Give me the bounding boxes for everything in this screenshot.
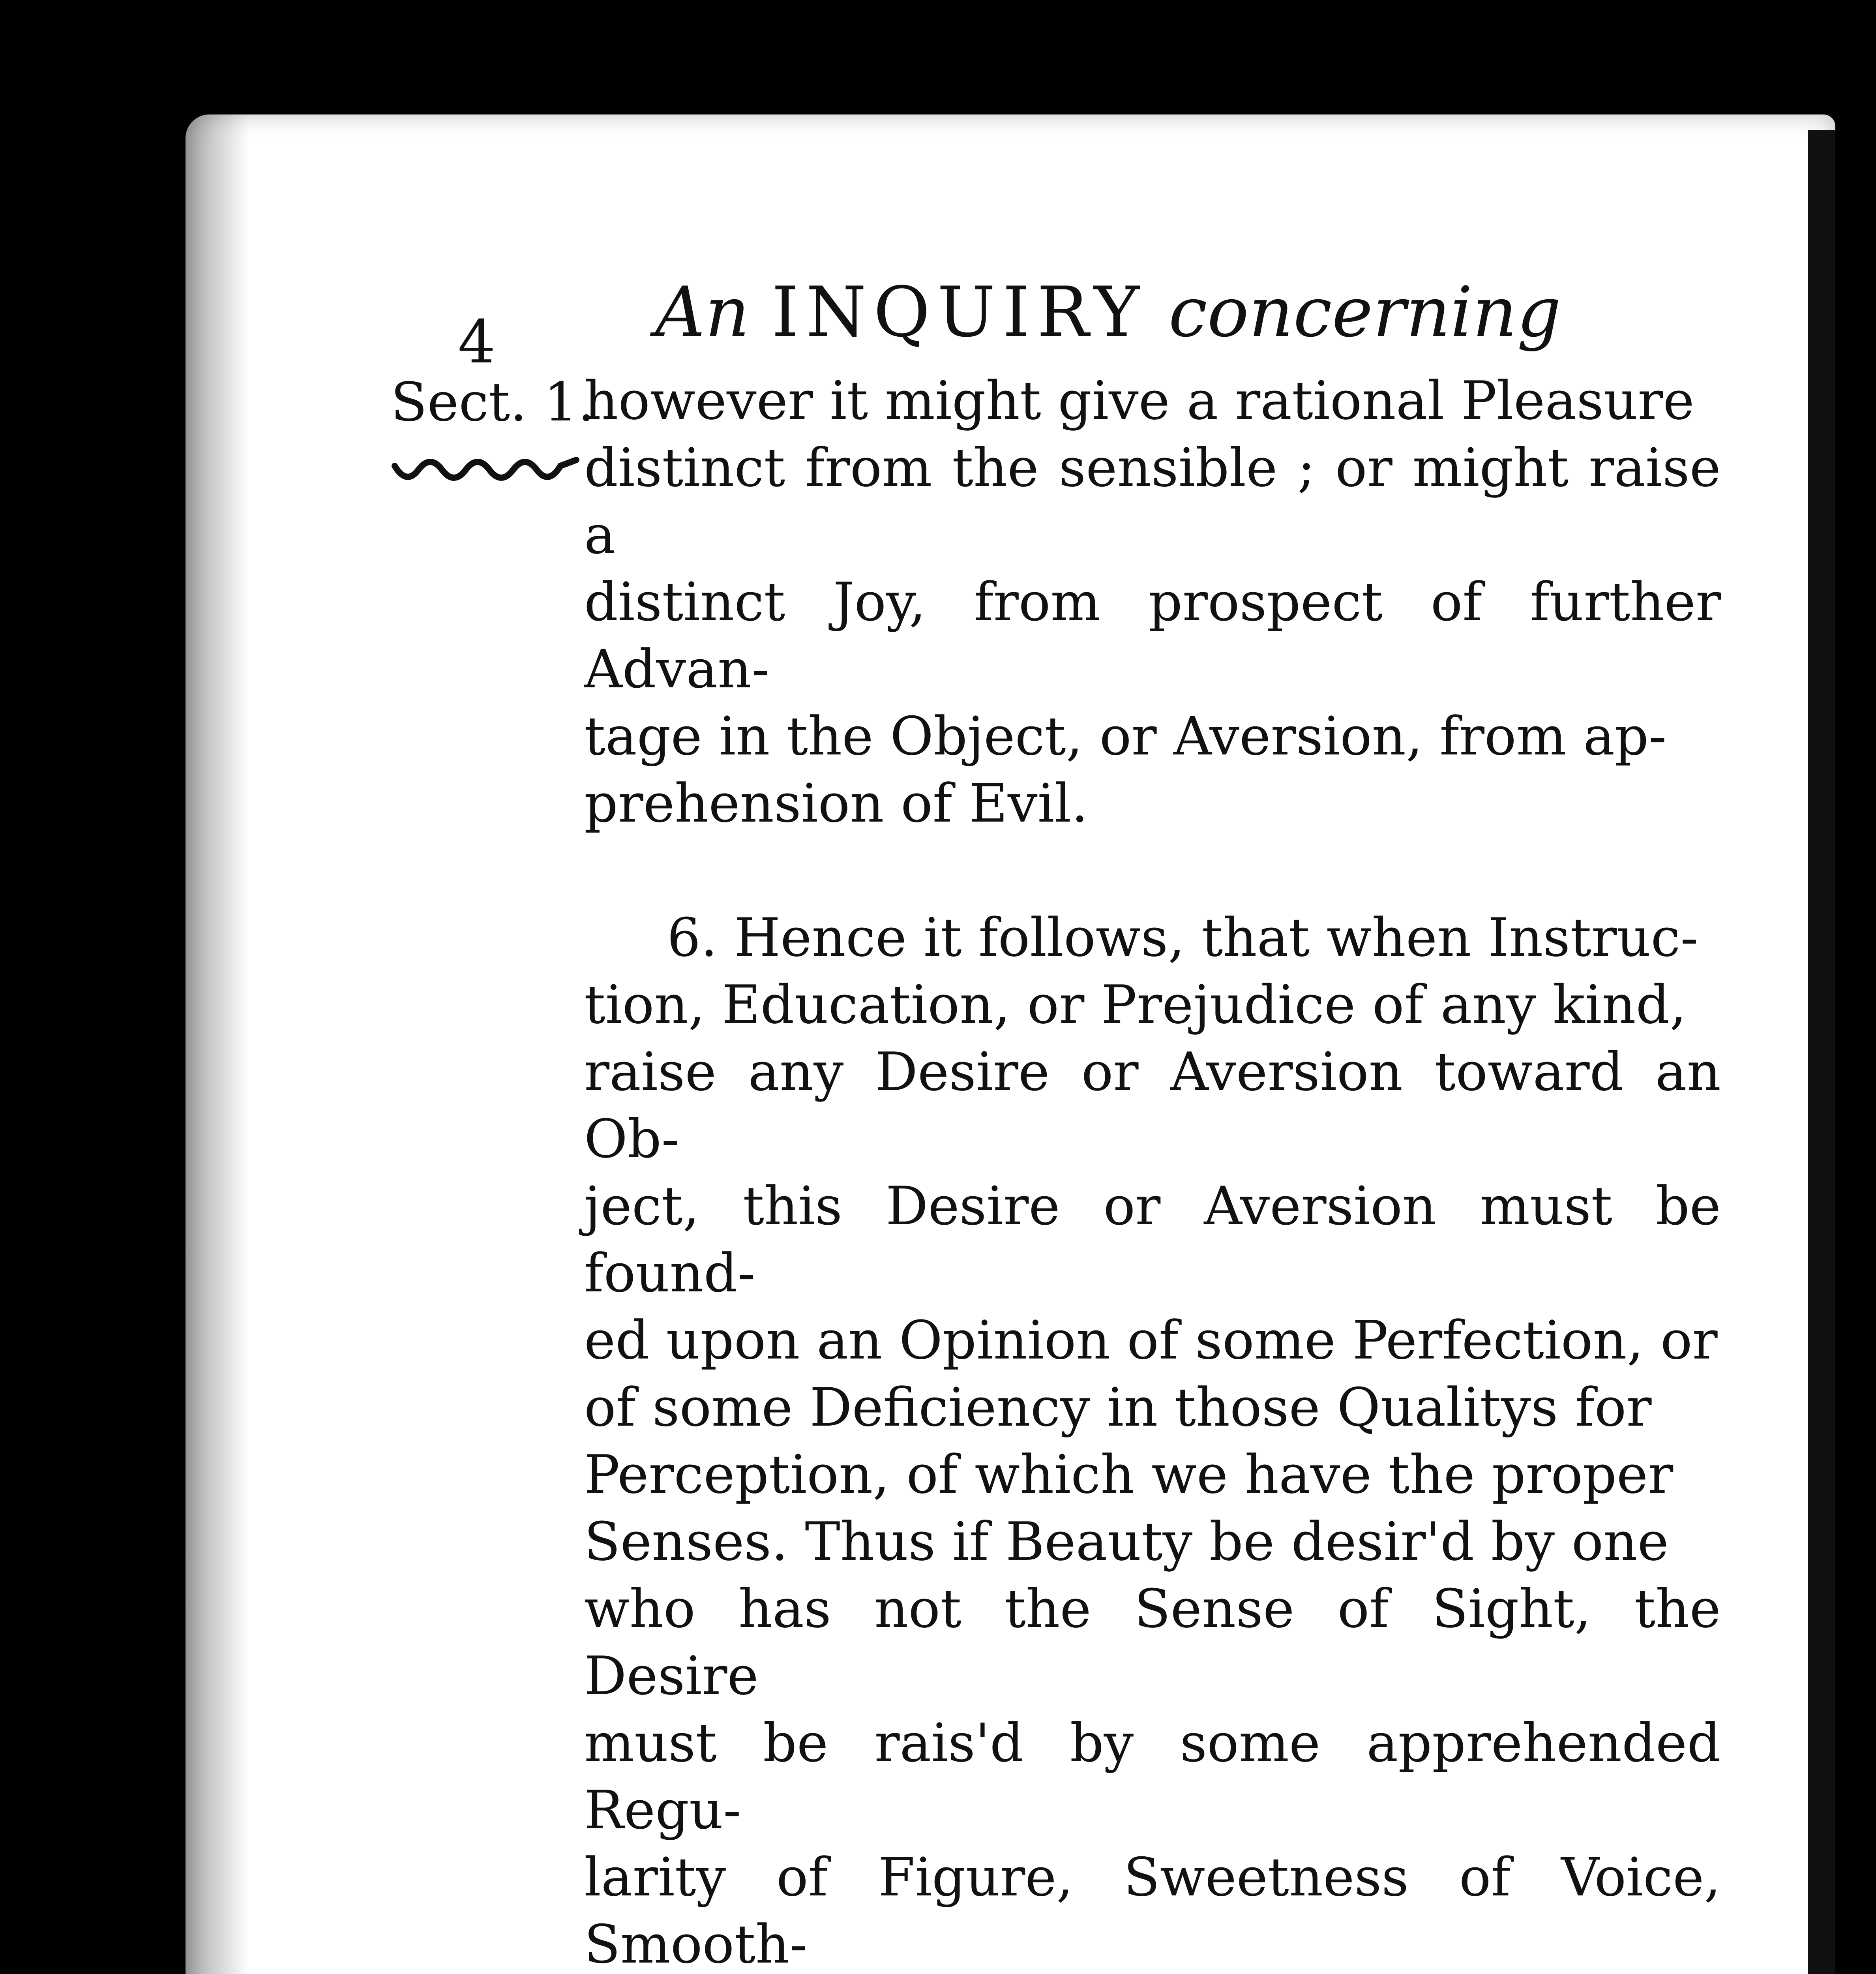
text-line: raise any Desire or Aversion toward an Ob- — [584, 1041, 1721, 1170]
text-line: must be rais'd by some apprehended Regu- — [584, 1712, 1721, 1841]
text-line: ject, this Desire or Aversion must be found- — [584, 1175, 1721, 1304]
text-line: who has not the Sense of Sight, the Desire — [584, 1578, 1721, 1707]
text-line: distinct Joy, from prospect of further Advan- — [584, 571, 1721, 700]
body-text — [584, 367, 1721, 1974]
text-line: Senses. Thus if Beauty be desir'd by one — [584, 1511, 1669, 1572]
paragraph-1 — [584, 367, 1721, 837]
gutter-shadow — [186, 114, 249, 1974]
running-head — [655, 272, 1561, 353]
text-line: distinct from the sensible ; or might raise a — [584, 437, 1721, 566]
section-margin-note: Sect. 1. — [391, 371, 595, 433]
running-head-suffix: concerning — [1168, 272, 1561, 353]
text-line: tion, Education, or Prejudice of any kind, — [584, 974, 1687, 1036]
text-line: larity of Figure, Sweetness of Voice, Smooth- — [584, 1846, 1721, 1974]
paragraph-gap — [584, 837, 1721, 904]
text-line: prehension of Evil. — [584, 773, 1088, 834]
ornament-icon — [391, 450, 580, 490]
running-head-title: INQUIRY — [771, 272, 1147, 353]
text-line-content: 6. Hence it follows, that when Instruc- — [667, 907, 1698, 968]
text-line — [584, 904, 1721, 971]
paragraph-2 — [584, 904, 1721, 1974]
text-line: ed upon an Opinion of some Perfection, or — [584, 1310, 1718, 1371]
text-line: Perception, of which we have the proper — [584, 1444, 1674, 1505]
text-line: however it might give a rational Pleasure — [584, 370, 1694, 432]
page-edge — [1808, 130, 1835, 1974]
text-line: tage in the Object, or Aversion, from ap- — [584, 706, 1667, 767]
page-number: 4 — [458, 308, 496, 377]
text-line: of some Deficiency in those Qualitys for — [584, 1377, 1652, 1438]
running-head-prefix: An — [655, 272, 750, 353]
